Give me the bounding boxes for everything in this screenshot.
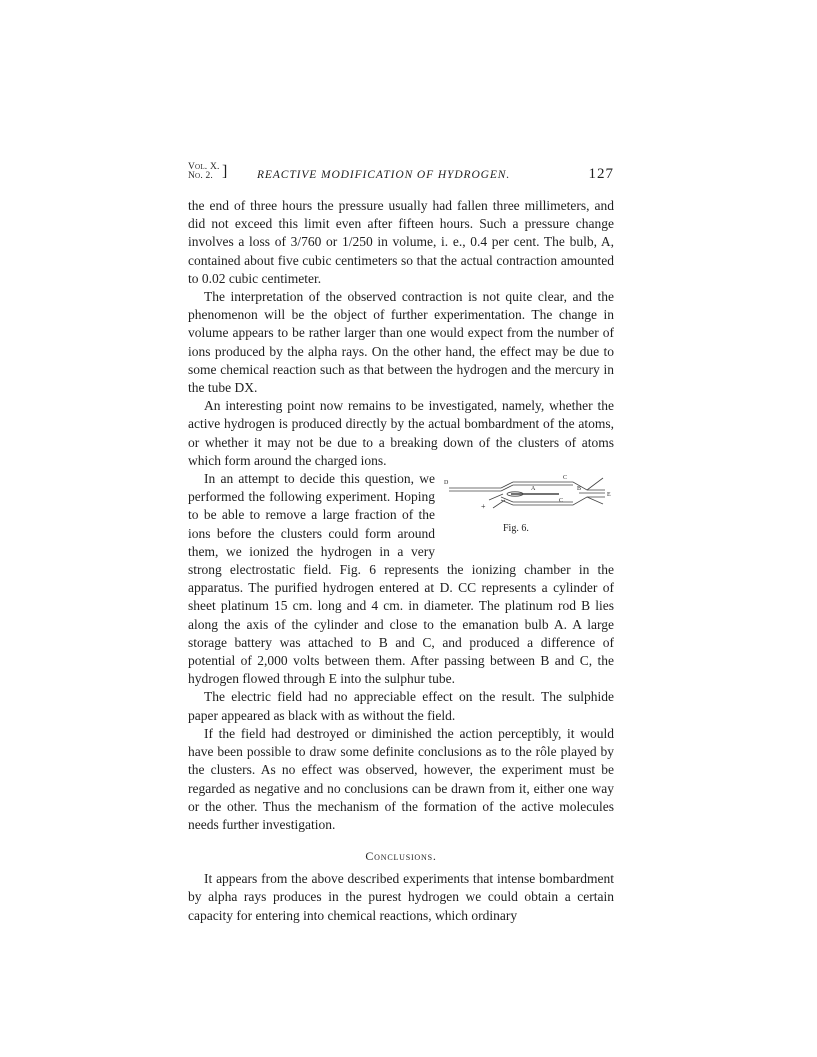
ionizing-chamber-diagram (441, 472, 614, 522)
running-head (188, 162, 614, 187)
label-plus: + (481, 502, 486, 512)
volume-line: Vol. X. (188, 162, 220, 172)
label-e: E (607, 492, 611, 499)
body-text (188, 197, 614, 925)
paragraph-6: If the field had destroyed or diminished the action perceptibly, it would have been possible to draw some definite conclusions as to the rôle played by the clusters. As no effect was observed, however, the experiment must be regarded as negative and no conclusions can be drawn from it, either one way or the other. Thus the mechanism of the formation of the active molecules needs further investigation. (188, 725, 614, 832)
section-heading: Conclusions. (365, 849, 437, 864)
figure-caption: Fig. 6. (503, 523, 529, 535)
label-d: D (444, 480, 449, 487)
label-c-bottom: C (559, 498, 564, 505)
issue-line: No. 2. (188, 170, 213, 181)
label-c-top: C (563, 475, 568, 482)
paragraph-1: the end of three hours the pressure usually had fallen three millimeters, and did not exceed this limit even after fifteen hours. Such a pressure change involves a loss of 3/760 or 1/250 in volume, i. e., 0.4 per cent. The bulb, A, contained about five cubic centimeters so that the actual contraction amounted to 0.02 cubic centimeter. (188, 198, 614, 286)
figure-6 (441, 472, 614, 546)
running-title: REACTIVE MODIFICATION OF HYDROGEN. (257, 169, 511, 181)
volume-number (188, 162, 228, 181)
paragraph-2: The interpretation of the observed contraction is not quite clear, and the phenomenon will be the object of further experimentation. The change in volume appears to be rather larger than one would expect from the number of ions produced by the alpha rays. On the other hand, the effect may be due to some chemical reaction such as that between the hydrogen and the mercury in the tube DX. (188, 289, 614, 396)
bracket-glyph: ] (222, 163, 228, 180)
paragraph-7: It appears from the above described experiments that intense bombardment by alpha rays produces in the purest hydrogen we could obtain a certain capacity for entering into chemical reactions, which ordinary (188, 871, 614, 923)
label-b: B (577, 486, 582, 493)
paragraph-4: In an attempt to decide this question, we performed the following experiment. Hoping to be able to remove a large fraction of the ions before the clusters could form around them, we ionized the hydrogen in a very strong electrostatic field. Fig. 6 represents the ionizing chamber in the apparatus. The purified hydrogen entered at D. CC represents a cylinder of sheet platinum 15 cm. long and 4 cm. in diameter. The platinum rod B lies along the axis of the cylinder and close to the emanation bulb A. A large storage battery was attached to B and C, and produced a difference of potential of 2,000 volts between them. After passing between B and C, the hydrogen flowed through E into the sulphur tube. (188, 471, 614, 687)
paragraph-5: The electric field had no appreciable effect on the result. The sulphide paper appeared as black with as without the field. (188, 689, 614, 723)
paragraph-3: An interesting point now remains to be investigated, namely, whether the active hydrogen is produced directly by the actual bombardment of the atoms, or whether it may not be due to a breaking down of the clusters of atoms which form around the charged ions. (188, 398, 614, 468)
label-a: A (531, 486, 536, 493)
page-number: 127 (588, 166, 614, 182)
